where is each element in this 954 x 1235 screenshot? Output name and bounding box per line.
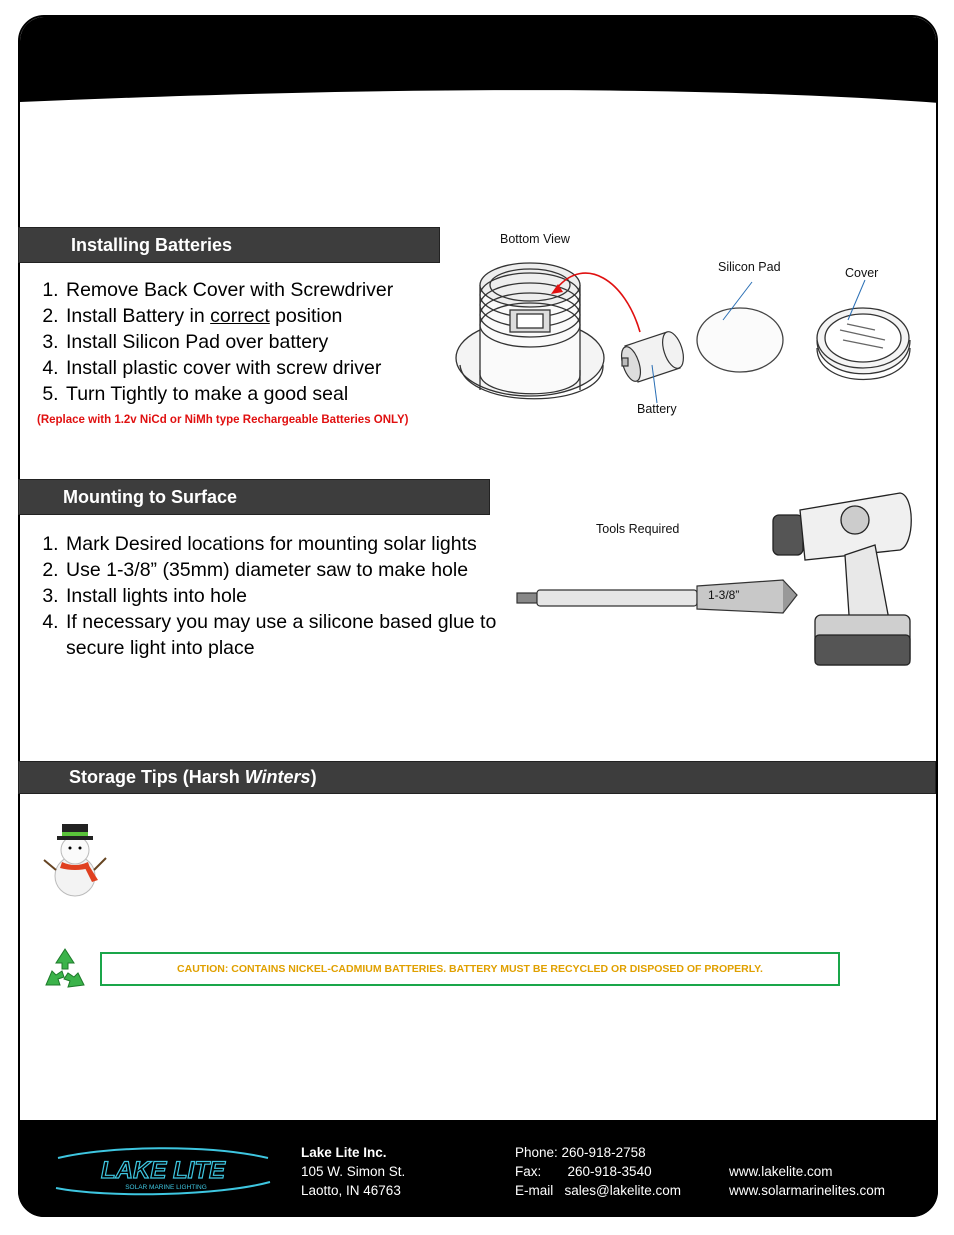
cover-illustration: [817, 308, 910, 380]
list-item: 3. Install Silicon Pad over battery: [64, 329, 504, 355]
section-title: Installing Batteries: [71, 234, 233, 255]
list-item: 4. If necessary you may use a silicone based glue to secure light into place: [64, 609, 534, 661]
mounting-steps-list: [18, 531, 534, 661]
list-item: 2. Use 1-3/8” (35mm) diameter saw to make hole: [64, 557, 534, 583]
section-header-storage: [18, 761, 936, 794]
battery-install-diagram: [455, 240, 925, 450]
caution-text: CAUTION: CONTAINS NICKEL-CADMIUM BATTERIES. BATTERY MUST BE RECYCLED OR DISPOSED OF PROPERLY.: [177, 963, 763, 975]
fax-number: Fax: 260-918-3540: [515, 1164, 652, 1179]
battery-steps-list: [18, 277, 504, 407]
web-block: [729, 1162, 885, 1200]
battery-type-note: (Replace with 1.2v NiCd or NiMh type Rechargeable Batteries ONLY): [37, 414, 409, 426]
drill-illustration: [773, 493, 911, 665]
recycle-icon: [40, 945, 90, 995]
lake-lite-logo: [48, 1136, 278, 1206]
list-item: 4. Install plastic cover with screw driver: [64, 355, 504, 381]
logo-tagline: SOLAR MARINE LIGHTING: [125, 1184, 207, 1191]
tools-illustration: [515, 485, 915, 675]
section-title: Storage Tips (Harsh Winters): [69, 767, 317, 787]
silicon-pad-label: Silicon Pad: [718, 260, 781, 274]
underlined-word: correct: [210, 305, 270, 327]
company-name: Lake Lite Inc.: [301, 1145, 387, 1160]
bottom-view-label: Bottom View: [500, 232, 570, 246]
list-item: 1. Remove Back Cover with Screwdriver: [64, 277, 504, 303]
caution-box: [100, 952, 840, 986]
website-link-2[interactable]: www.solarmarinelites.com: [729, 1183, 886, 1198]
email-link[interactable]: E-mail sales@lakelite.com: [515, 1183, 682, 1198]
light-housing-illustration: [456, 263, 604, 399]
section-title: Mounting to Surface: [63, 486, 237, 507]
battery-illustration: [618, 329, 688, 383]
silicon-pad-illustration: [697, 308, 783, 372]
website-link-1[interactable]: www.lakelite.com: [729, 1164, 833, 1179]
spade-bit-illustration: [517, 580, 797, 613]
list-item: 5. Turn Tightly to make a good seal: [64, 381, 504, 407]
address-line-1: 105 W. Simon St.: [301, 1164, 406, 1179]
contact-block: [515, 1143, 681, 1200]
list-item: 2. Install Battery in correct position: [64, 303, 504, 329]
list-item: 3. Install lights into hole: [64, 583, 534, 609]
list-item: 1. Mark Desired locations for mounting solar lights: [64, 531, 534, 557]
section-header-mounting: [18, 479, 490, 515]
address-block: [301, 1143, 405, 1200]
snowman-icon: [40, 820, 110, 900]
bit-size-label: 1-3/8”: [708, 588, 740, 602]
phone-number: Phone: 260-918-2758: [515, 1145, 646, 1160]
footer: [18, 1120, 938, 1217]
header-band: [20, 17, 938, 109]
battery-label: Battery: [637, 402, 677, 416]
address-line-2: Laotto, IN 46763: [301, 1183, 401, 1198]
cover-label: Cover: [845, 266, 879, 280]
logo-text: LAKE LITE: [101, 1157, 225, 1184]
section-header-installing-batteries: [18, 227, 440, 263]
tools-required-label: Tools Required: [596, 522, 680, 536]
